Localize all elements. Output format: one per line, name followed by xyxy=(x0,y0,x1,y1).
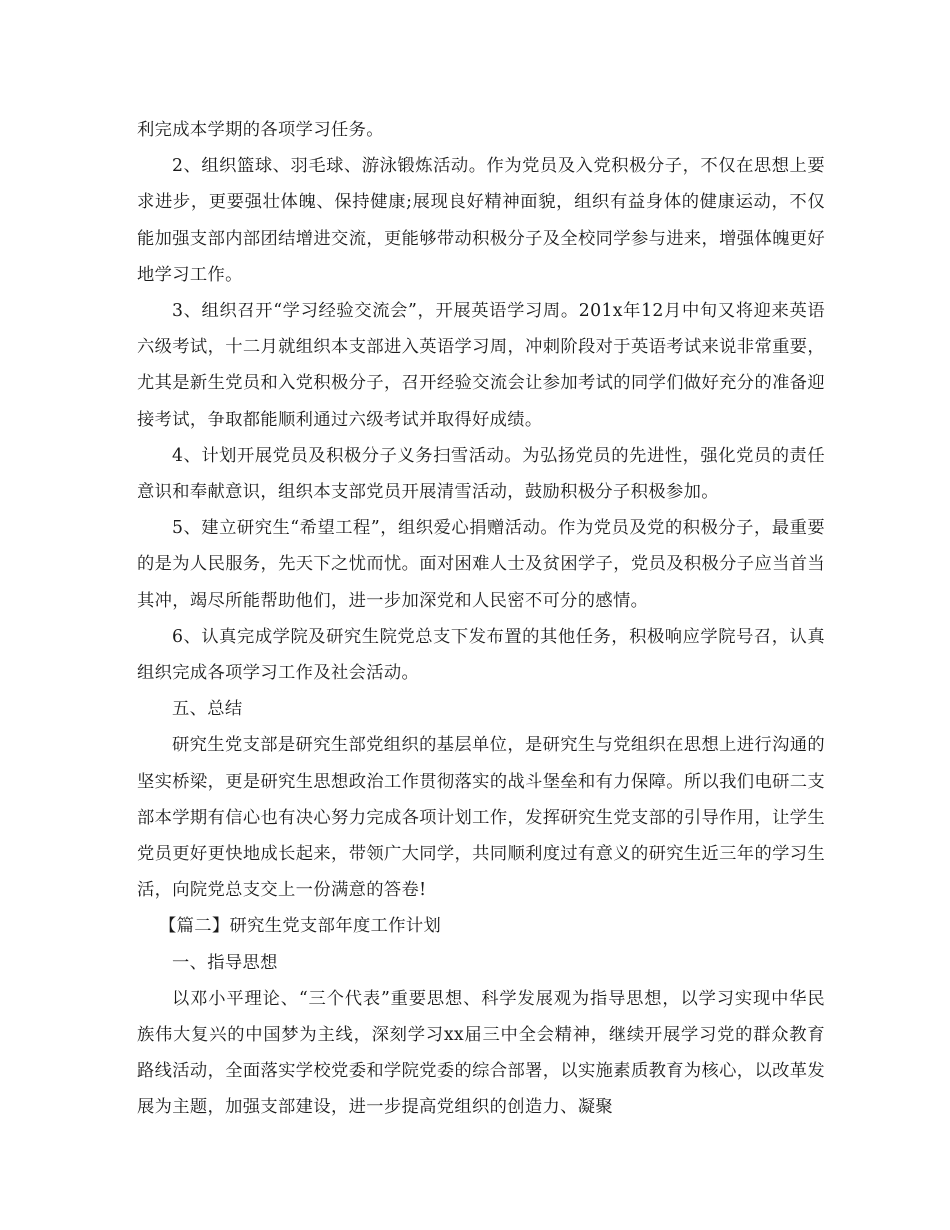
document-body xyxy=(137,112,825,1126)
paragraph-item-2: 2、组织篮球、羽毛球、游泳锻炼活动。作为党员及入党积极分子，不仅在思想上要求进步，更要强壮体魄、保持健康;展现良好精神面貌，组织有益身体的健康运动，不仅能加强支部内部团结增进交流，更能够带动积极分子及全校同学参与进来，增强体魄更好地学习工作。 xyxy=(137,156,825,285)
paragraph-item-4: 4、计划开展党员及积极分子义务扫雪活动。为弘扬党员的先进性，强化党员的责任意识和奉献意识，组织本支部党员开展清雪活动，鼓励积极分子积极参加。 xyxy=(137,445,825,503)
paragraph-item-5: 5、建立研究生“希望工程”，组织爱心捐赠活动。作为党员及党的积极分子，最重要的是为人民服务，先天下之忧而忧。面对困难人士及贫困学子，党员及积极分子应当首当其冲，竭尽所能帮助他们，进一步加深党和人民密不可分的感情。 xyxy=(137,518,825,611)
paragraph-summary: 研究生党支部是研究生部党组织的基层单位，是研究生与党组织在思想上进行沟通的坚实桥梁，更是研究生思想政治工作贯彻落实的战斗堡垒和有力保障。所以我们电研二支部本学期有信心也有决心努力完成各项计划工作，发挥研究生党支部的引导作用，让学生党员更好更快地成长起来，带领广大同学，共同顺利度过有意义的研究生近三年的学习生活，向院党总支交上一份满意的答卷! xyxy=(137,735,825,901)
section-heading-guiding-thought: 一、指导思想 xyxy=(172,952,278,973)
paragraph-guiding-thought: 以邓小平理论、“三个代表”重要思想、科学发展观为指导思想，以学习实现中华民族伟大复兴的中国梦为主线，深刻学习xx届三中全会精神，继续开展学习党的群众教育路线活动，全面落实学校党委和学院党委的综合部署，以实施素质教育为核心，以改革发展为主题，加强支部建设，进一步提高党组织的创造力、凝聚 xyxy=(137,988,825,1118)
article-title: 【篇二】研究生党支部年度工作计划 xyxy=(159,916,442,937)
section-heading-summary: 五、总结 xyxy=(172,699,243,720)
paragraph-item-3: 3、组织召开“学习经验交流会”，开展英语学习周。201x年12月中旬又将迎来英语六级考试，十二月就组织本支部进入英语学习周，冲刺阶段对于英语考试来说非常重要，尤其是新生党员和入党积极分子，召开经验交流会让参加考试的同学们做好充分的准备迎接考试，争取都能顺利通过六级考试并取得好成绩。 xyxy=(137,301,825,430)
paragraph-continuation: 利完成本学期的各项学习任务。 xyxy=(137,120,384,140)
paragraph-item-6: 6、认真完成学院及研究生院党总支下发布置的其他任务，积极响应学院号召，认真组织完成各项学习工作及社会活动。 xyxy=(137,626,825,684)
